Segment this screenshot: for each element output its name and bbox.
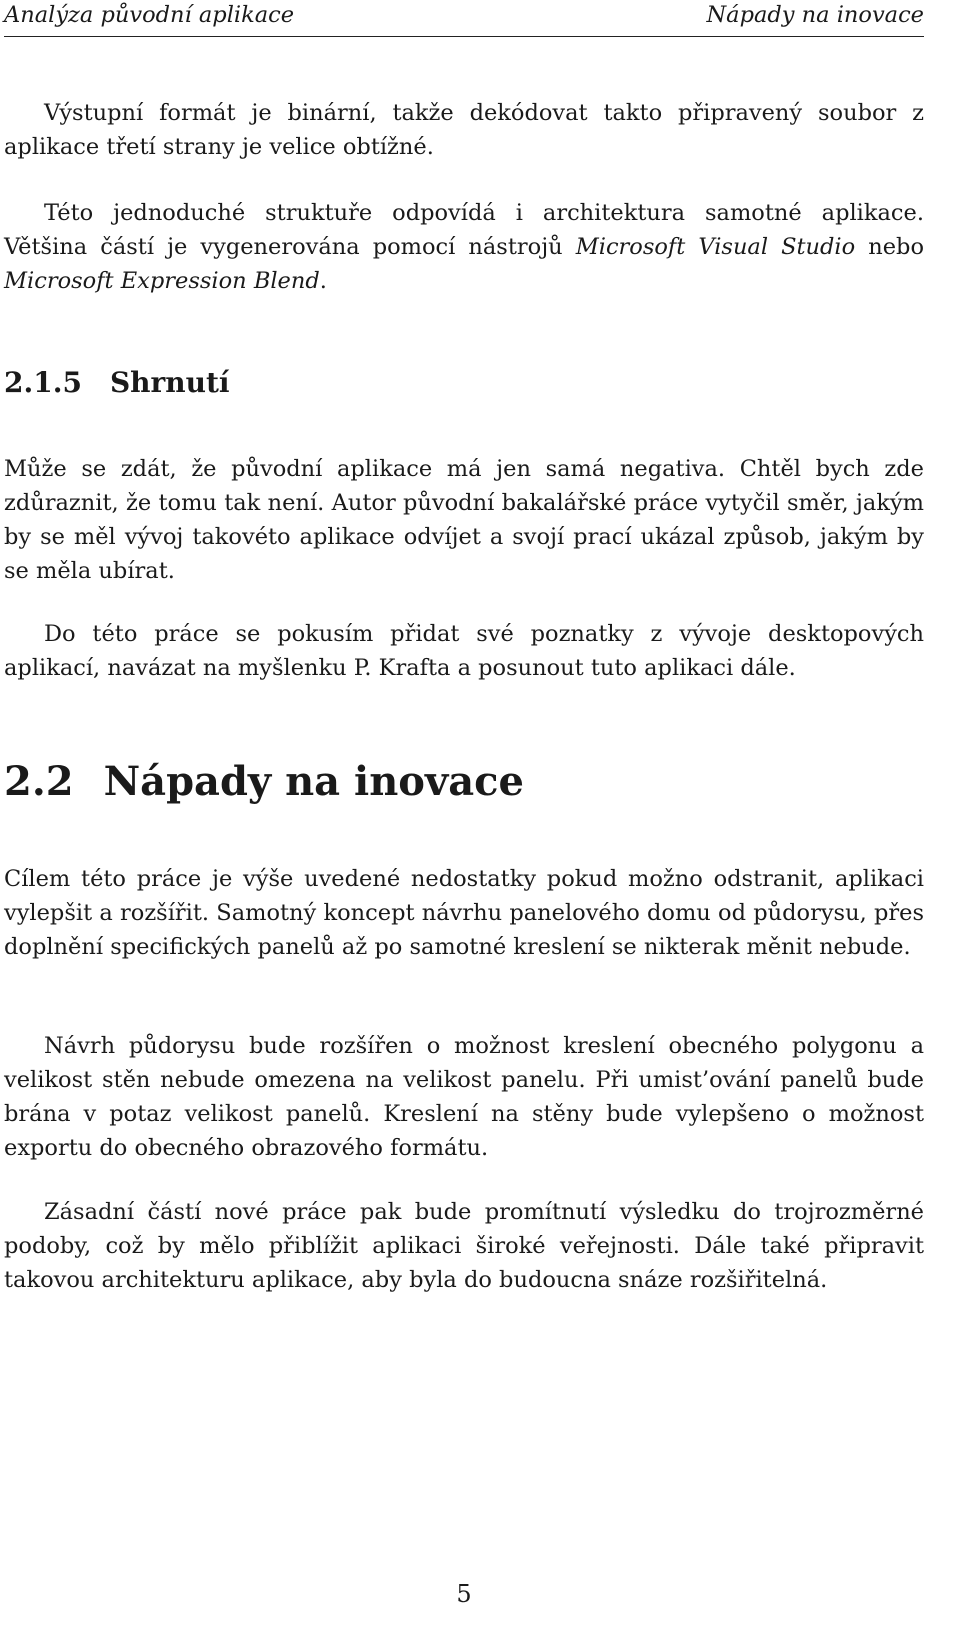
paragraph-summary-1: Může se zdát, že původní aplikace má jen samá negativa. Chtěl bych zde zdůraznit, že tomu tak není. Autor původní bakalářské práce vytyčil směr, jakým by se měl vývoj takovéto aplikace odvíjet a svojí prací ukázal způsob, jakým by se měla ubírat. <box>4 456 924 584</box>
header-chapter-title: Analýza původní aplikace <box>4 2 295 28</box>
subsection-number: 2.1.5 <box>4 366 82 399</box>
paragraph-summary-2: Do této práce se pokusím přidat své poznatky z vývoje desktopových aplikací, navázat na myšlenku P. Krafta a posunout tuto aplikaci dále. <box>4 621 924 681</box>
paragraph-output-format: Výstupní formát je binární, takže dekódovat takto připravený soubor z aplikace třetí strany je velice obtížné. <box>4 100 924 160</box>
paragraph-text: . <box>319 268 327 294</box>
paragraph-innovations-2: Návrh půdorysu bude rozšířen o možnost kreslení obecného polygonu a velikost stěn nebude omezena na velikost panelu. Při umist’ování panelů bude brána v potaz velikost panelů. Kreslení na stěny bude vylepšeno o možnost exportu do obecného obrazového formátu. <box>4 1033 924 1161</box>
italic-term: Microsoft Visual Studio <box>575 234 856 260</box>
italic-term: Microsoft Expression Blend <box>4 268 320 294</box>
header-section-title: Nápady na inovace <box>706 2 924 28</box>
paragraph-architecture <box>4 196 924 298</box>
paragraph-text: Této jednoduché struktuře odpovídá i architektura samotné aplikace. Většina částí je vygenerována pomocí nástrojů <box>4 200 924 260</box>
section-title: Nápady na inovace <box>103 758 524 805</box>
paragraph-innovations-1: Cílem této práce je výše uvedené nedostatky pokud možno odstranit, aplikaci vylepšit a rozšířit. Samotný koncept návrhu panelového domu od půdorysu, přes doplnění specifických panelů až po samotné kreslení se nikterak měnit nebude. <box>4 866 924 960</box>
paragraph-innovations-3: Zásadní částí nové práce pak bude promítnutí výsledku do trojrozměrné podoby, což by mělo přiblížit aplikaci široké veřejnosti. Dále také připravit takovou architekturu aplikace, aby byla do budoucna snáze rozšiřitelná. <box>4 1199 924 1293</box>
section-heading <box>4 758 524 805</box>
subsection-title: Shrnutí <box>109 366 230 399</box>
page-number: 5 <box>456 1580 472 1608</box>
paragraph-text: nebo <box>855 234 924 260</box>
section-number: 2.2 <box>4 758 74 805</box>
subsection-heading <box>4 366 230 399</box>
running-header <box>4 0 924 37</box>
